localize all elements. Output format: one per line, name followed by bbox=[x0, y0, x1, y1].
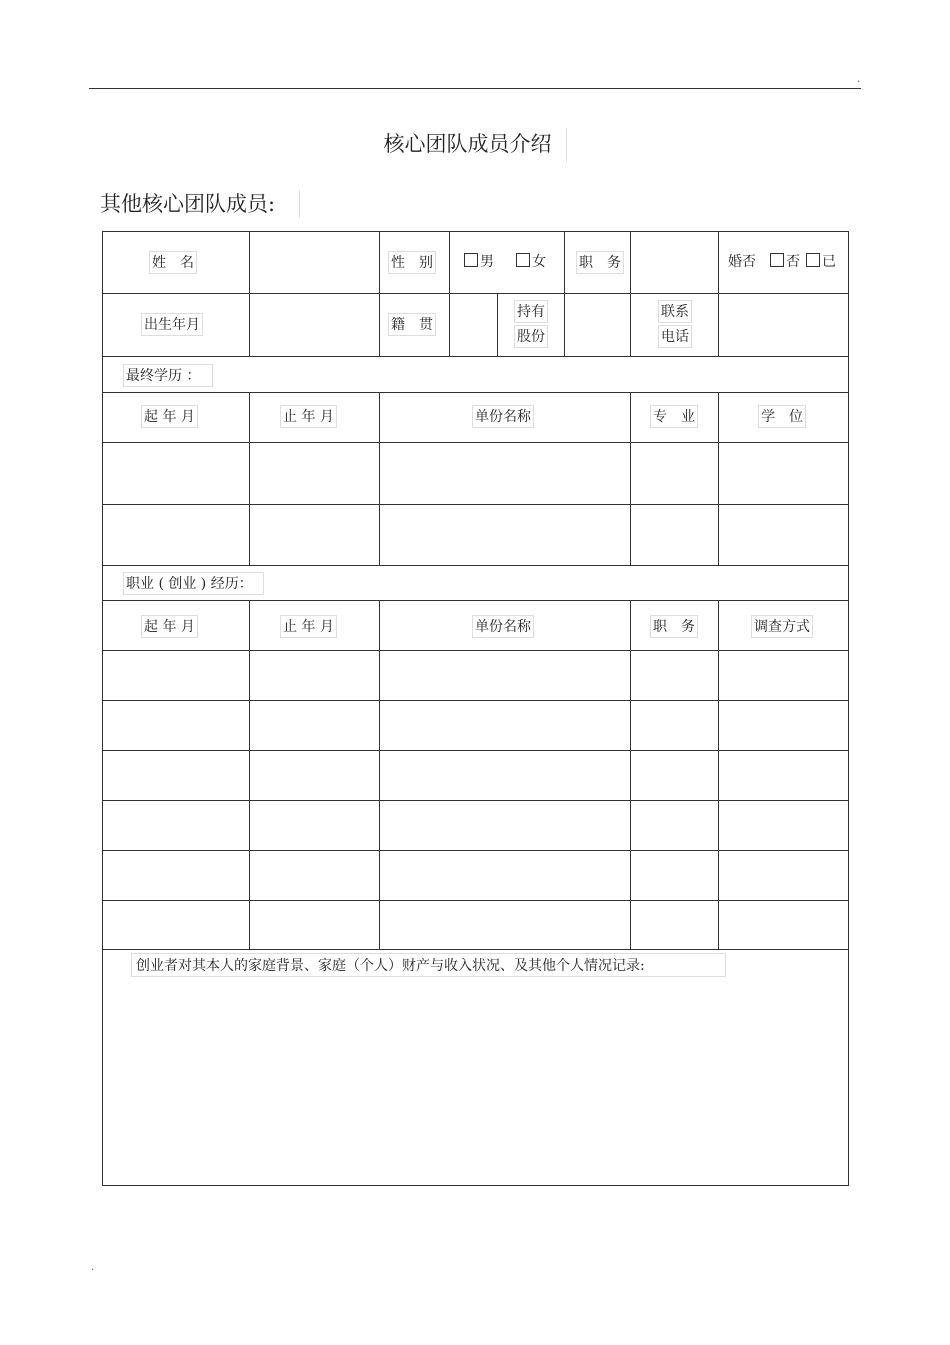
v-rule bbox=[249, 231, 250, 356]
h-rule bbox=[102, 356, 849, 357]
yes-text: 已 bbox=[822, 254, 836, 270]
career-header-end: 止 年 月 bbox=[280, 615, 337, 638]
checkbox-icon[interactable] bbox=[516, 253, 530, 267]
career-header-survey-method: 调查方式 bbox=[751, 615, 813, 638]
v-rule bbox=[497, 293, 498, 356]
male-text: 男 bbox=[480, 254, 494, 270]
h-rule bbox=[102, 392, 849, 393]
checkbox-icon[interactable] bbox=[806, 253, 820, 267]
edu-header-end: 止 年 月 bbox=[280, 405, 337, 428]
education-section-label: 最终学历 ： bbox=[123, 364, 213, 387]
h-rule bbox=[102, 700, 849, 701]
v-rule bbox=[102, 231, 103, 1186]
v-rule bbox=[249, 392, 250, 565]
v-rule bbox=[718, 392, 719, 565]
h-rule bbox=[102, 293, 849, 294]
edu-header-degree: 学 位 bbox=[758, 405, 806, 428]
position-label: 职 务 bbox=[576, 251, 624, 274]
h-rule bbox=[102, 565, 849, 566]
female-text: 女 bbox=[532, 254, 546, 270]
h-rule bbox=[102, 504, 849, 505]
h-rule bbox=[102, 949, 849, 950]
h-rule bbox=[102, 650, 849, 651]
marital-yes-option[interactable] bbox=[806, 251, 836, 271]
native-place-label: 籍 贯 bbox=[388, 313, 436, 336]
header-rule bbox=[89, 88, 861, 89]
v-rule bbox=[249, 600, 250, 949]
notes-label: 创业者对其本人的家庭背景、家庭（个人）财产与收入状况、及其他个人情况记录: bbox=[131, 953, 726, 977]
page-title: 核心团队成员介绍 bbox=[0, 128, 950, 162]
v-rule bbox=[449, 231, 450, 356]
contact-label-line2: 电话 bbox=[658, 325, 692, 348]
h-rule bbox=[102, 1185, 849, 1186]
h-rule bbox=[102, 850, 849, 851]
v-rule bbox=[379, 392, 380, 565]
page-corner-dot: . bbox=[91, 1262, 95, 1273]
v-rule bbox=[848, 231, 849, 1186]
edu-header-institution: 单份名称 bbox=[472, 405, 534, 428]
h-rule bbox=[102, 900, 849, 901]
marital-no-option[interactable] bbox=[770, 251, 800, 271]
gender-male-option[interactable] bbox=[464, 251, 494, 271]
edu-header-major: 专 业 bbox=[650, 405, 698, 428]
name-label: 姓 名 bbox=[149, 251, 197, 274]
shares-label-line1: 持有 bbox=[514, 300, 548, 323]
edu-header-start: 起 年 月 bbox=[141, 405, 198, 428]
v-rule bbox=[718, 600, 719, 949]
shares-label-line2: 股份 bbox=[514, 325, 548, 348]
section-subtitle: 其他核心团队成员: bbox=[100, 190, 300, 218]
h-rule bbox=[102, 442, 849, 443]
h-rule bbox=[102, 600, 849, 601]
h-rule bbox=[102, 800, 849, 801]
career-header-position: 职 务 bbox=[650, 615, 698, 638]
v-rule bbox=[564, 231, 565, 356]
no-text: 否 bbox=[786, 254, 800, 270]
career-section-label: 职业 ( 创业 ) 经历： bbox=[123, 572, 264, 595]
v-rule bbox=[630, 231, 631, 356]
v-rule bbox=[379, 600, 380, 949]
v-rule bbox=[630, 600, 631, 949]
marital-label: 婚否 bbox=[728, 254, 756, 270]
page-corner-dot: . bbox=[857, 74, 861, 85]
notes-area[interactable] bbox=[104, 978, 847, 1183]
checkbox-icon[interactable] bbox=[770, 253, 784, 267]
v-rule bbox=[630, 392, 631, 565]
h-rule bbox=[102, 750, 849, 751]
career-header-start: 起 年 月 bbox=[141, 615, 198, 638]
checkbox-icon[interactable] bbox=[464, 253, 478, 267]
v-rule bbox=[379, 231, 380, 356]
birth-label: 出生年月 bbox=[141, 313, 203, 336]
gender-label: 性 别 bbox=[388, 251, 436, 274]
career-header-institution: 单份名称 bbox=[472, 615, 534, 638]
contact-label-line1: 联系 bbox=[658, 300, 692, 323]
gender-female-option[interactable] bbox=[516, 251, 546, 271]
h-rule bbox=[102, 231, 849, 232]
v-rule bbox=[718, 231, 719, 356]
